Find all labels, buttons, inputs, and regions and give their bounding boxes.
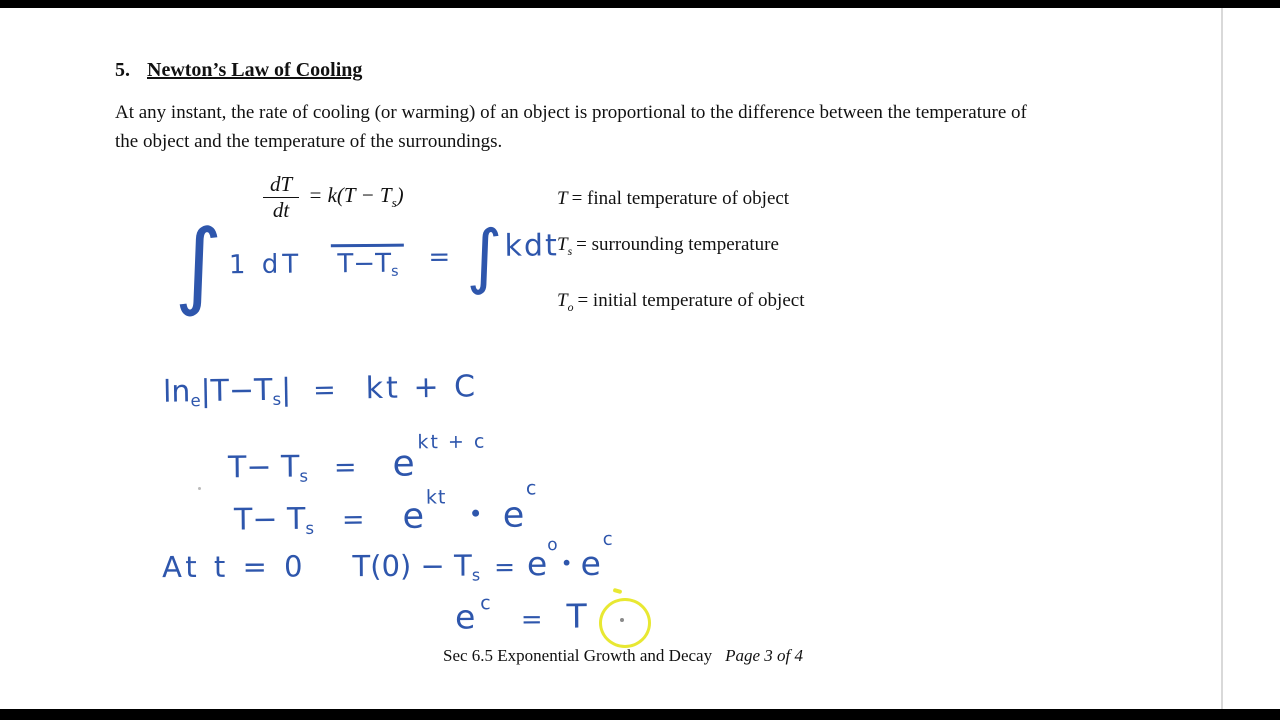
definition-surrounding-temperature <box>557 234 779 259</box>
rhs-subscript: s <box>391 195 397 211</box>
handwritten-integral-equation <box>173 210 560 320</box>
lhs-T-minus-Ts: T− T <box>233 501 306 538</box>
handwritten-initial-condition-equation <box>161 528 613 585</box>
multiplication-dot: • <box>468 499 483 529</box>
exponent-zero: o <box>547 535 558 556</box>
rhs-close-paren: ) <box>396 183 404 208</box>
Ts-subscript: s <box>305 518 315 538</box>
euler-e: e <box>454 597 476 637</box>
Ts-subscript: s <box>299 466 309 486</box>
handwritten-equals: = <box>341 504 365 536</box>
equals-sign: = <box>308 183 323 208</box>
denominator-text: T−T <box>337 248 392 279</box>
section-title: Newton’s Law of Cooling <box>147 59 363 81</box>
intro-paragraph: At any instant, the rate of cooling (or warming) of an object is proportional to the difference between the temperature of the object and the temperature of the surroundings. <box>115 102 1027 152</box>
result-T: T <box>566 596 587 636</box>
handwritten-result-equation <box>454 592 587 637</box>
euler-e: e <box>402 496 425 537</box>
cooling-rate-equation <box>263 172 404 223</box>
symbol-To: T <box>557 290 568 311</box>
handwritten-equals: = <box>428 242 451 273</box>
kt-plus-C: kt + C <box>365 369 479 407</box>
exponent-kt-plus-c: kt + c <box>417 430 487 454</box>
euler-e: e <box>526 544 548 584</box>
at-t-equals-0: At t = 0 <box>161 549 307 585</box>
derivative-fraction <box>263 172 299 223</box>
exponent-c: c <box>602 528 613 550</box>
handwritten-exponential-equation <box>227 430 487 487</box>
fraction-denominator: dt <box>263 197 299 223</box>
handwritten-equals: = <box>333 452 357 484</box>
equation-rhs <box>308 183 403 211</box>
stray-ink-dot <box>198 487 201 490</box>
definition-text: = initial temperature of object <box>577 290 805 311</box>
denominator-subscript: s <box>391 263 399 280</box>
section-heading <box>115 57 362 83</box>
euler-e: e <box>392 443 415 485</box>
letterbox-bottom-bar <box>0 709 1280 720</box>
multiplication-dot: • <box>560 551 573 576</box>
handwritten-ln-equation <box>163 369 479 409</box>
fraction-numerator: dT <box>270 172 293 196</box>
section-number: 5. <box>115 59 130 81</box>
definition-initial-temperature <box>557 290 805 315</box>
exponent-c: c <box>480 592 491 615</box>
cursor-dot <box>620 618 624 622</box>
lhs-T0-minus-Ts: T(0) − T <box>352 548 472 584</box>
ln-subscript-e: e <box>190 391 201 411</box>
symbol-Ts: T <box>557 234 568 255</box>
handwritten-equals: = <box>493 552 516 582</box>
letterbox-top-bar <box>0 0 1280 8</box>
rhs-expression: k(T − T <box>327 183 392 208</box>
definition-final-temperature <box>557 188 789 213</box>
page-edge-divider <box>1221 8 1223 709</box>
exponent-c: c <box>525 477 537 500</box>
Ts-subscript: s <box>471 565 481 585</box>
euler-e: e <box>580 543 601 583</box>
absolute-value-close: | <box>280 372 292 408</box>
yellow-pen-mark <box>613 588 623 594</box>
definition-text: = surrounding temperature <box>576 234 779 255</box>
symbol-To-subscript: o <box>567 300 574 314</box>
exponent-kt: kt <box>425 486 447 509</box>
handwritten-equals: = <box>520 604 543 636</box>
ln-function: ln <box>162 374 191 410</box>
integrand-kdt: kdt <box>504 228 559 265</box>
handwritten-equals: = <box>312 374 337 407</box>
handwritten-fraction-denominator <box>331 243 404 279</box>
handwritten-fraction <box>225 247 405 281</box>
integral-sign-right: ∫ <box>465 215 504 298</box>
handwritten-fraction-numerator: 1 dT <box>228 249 303 280</box>
symbol-Ts-subscript: s <box>567 244 573 258</box>
handwritten-split-exponential-equation <box>233 477 537 538</box>
definition-text: = final temperature of object <box>571 188 790 209</box>
page-footer <box>0 646 1246 666</box>
Ts-subscript: s <box>272 389 282 409</box>
absolute-value-expression: |T−T <box>200 372 273 410</box>
integral-sign-left: ∫ <box>173 210 224 320</box>
footer-section-label: Sec 6.5 Exponential Growth and Decay <box>443 646 713 665</box>
footer-page-number: Page 3 of 4 <box>725 646 803 665</box>
lhs-T-minus-Ts: T− T <box>227 449 300 486</box>
symbol-T: T <box>557 188 568 209</box>
euler-e: e <box>502 495 525 536</box>
yellow-highlight-circle <box>599 598 651 648</box>
